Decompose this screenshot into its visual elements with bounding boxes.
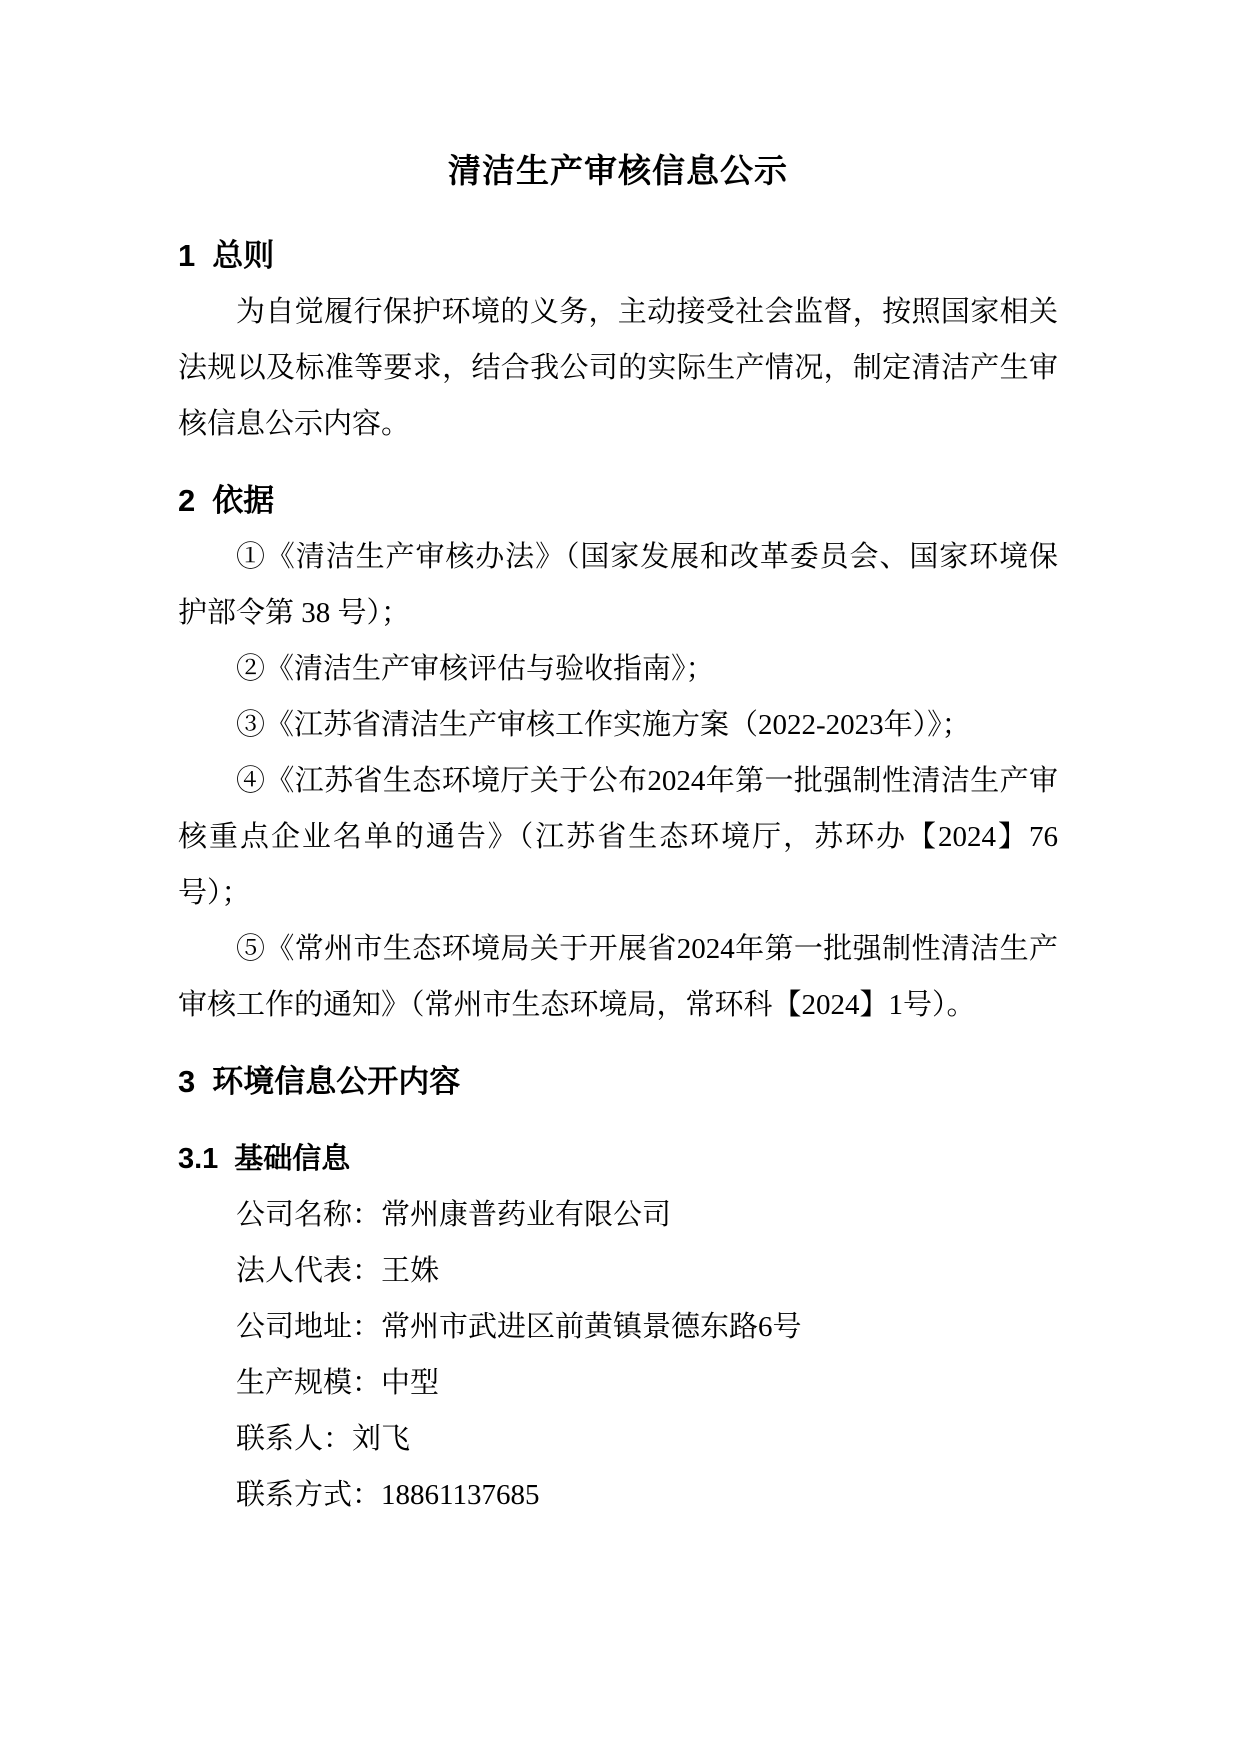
section-1-number: 1 [178, 238, 196, 273]
section-1-paragraph: 为自觉履行保护环境的义务，主动接受社会监督，按照国家相关法规以及标准等要求，结合我公司的实际生产情况，制定清洁产生审核信息公示内容。 [178, 296, 1058, 440]
field-contact-person [178, 1411, 1058, 1467]
field-company-name-value: 常州康普药业有限公司 [381, 1199, 672, 1231]
field-contact-person-value: 刘飞 [352, 1423, 411, 1455]
basis-item-5: ⑤《常州市生态环境局关于开展省2024年第一批强制性清洁生产审核工作的通知》（常州市生态环境局，常环科【2024】1号）。 [178, 933, 1058, 1021]
section-3-heading-text: 环境信息公开内容 [212, 1064, 461, 1099]
field-company-name [178, 1187, 1058, 1243]
field-company-address-label: 公司地址： [236, 1311, 382, 1343]
section-2-heading-text: 依据 [212, 483, 275, 518]
basis-item-2: ②《清洁生产审核评估与验收指南》； [236, 653, 715, 685]
section-2-heading [178, 473, 1058, 529]
basis-item-3: ③《江苏省清洁生产审核工作实施方案（2022-2023年）》； [236, 709, 971, 741]
basis-item-4: ④《江苏省生态环境厅关于公布2024年第一批强制性清洁生产审核重点企业名单的通告》（江苏省生态环境厅，苏环办【2024】76 号）； [178, 765, 1058, 909]
field-legal-representative [178, 1243, 1058, 1299]
basis-item-1: ①《清洁生产审核办法》（国家发展和改革委员会、国家环境保护部令第 38 号）； [178, 541, 1058, 629]
field-company-address [178, 1299, 1058, 1355]
section-1-heading [178, 228, 1058, 284]
section-2-number: 2 [178, 483, 196, 518]
field-legal-representative-value: 王姝 [381, 1255, 440, 1287]
section-3-1-heading-text: 基础信息 [234, 1143, 351, 1175]
section-3-1-number: 3.1 [178, 1143, 219, 1175]
field-production-scale [178, 1355, 1058, 1411]
document-title: 清洁生产审核信息公示 [448, 152, 788, 189]
section-3-heading [178, 1054, 1058, 1110]
field-production-scale-value: 中型 [381, 1367, 440, 1399]
field-production-scale-label: 生产规模： [236, 1367, 382, 1399]
section-1-heading-text: 总则 [212, 238, 275, 273]
field-contact-phone [178, 1467, 1058, 1523]
field-company-address-value: 常州市武进区前黄镇景德东路6号 [381, 1311, 802, 1343]
section-3-1-heading [178, 1131, 1058, 1187]
section-3-number: 3 [178, 1064, 196, 1099]
field-contact-phone-label: 联系方式： [236, 1479, 382, 1511]
field-legal-representative-label: 法人代表： [236, 1255, 382, 1287]
field-contact-phone-value: 18861137685 [381, 1479, 540, 1511]
field-contact-person-label: 联系人： [236, 1423, 353, 1455]
field-company-name-label: 公司名称： [236, 1199, 382, 1231]
